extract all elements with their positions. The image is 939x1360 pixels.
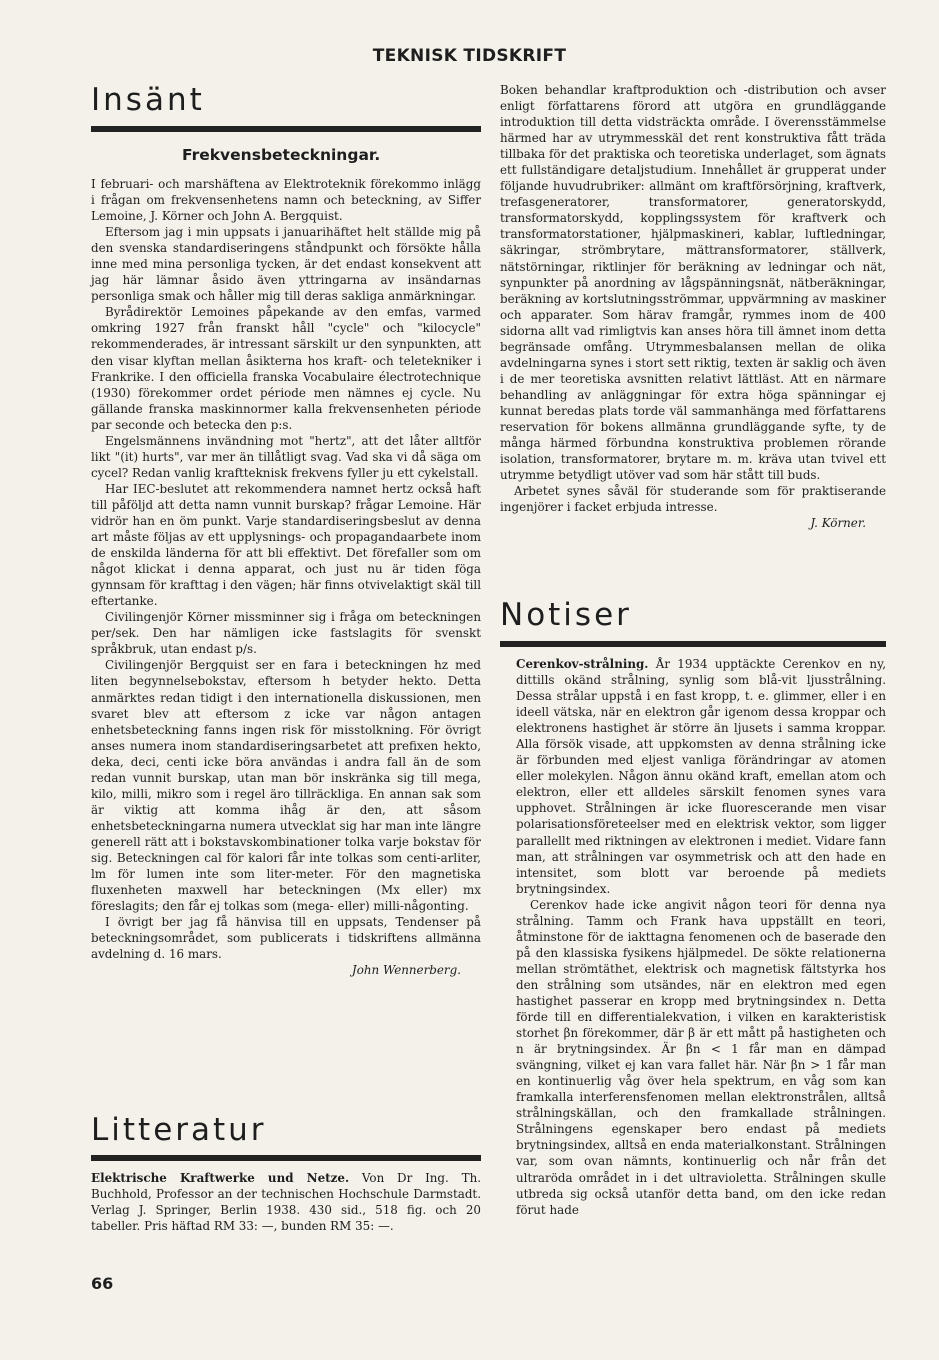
paragraph: Civilingenjör Bergquist ser en fara i beteckningen hz med liten begynnelsebokstav, eftersom h betyder hekto. Detta anmärktes redan tidigt i den internationella diskussionen, men svaret blev att eftersom z icke var någon antagen enhetsbeteckning fanns ingen risk för misstolkning. För övrigt anses numera inom standardiseringsarbetet att prefixen hekto, deka, deci, centi icke böra användas i andra fall än de som redan vunnit burskap, utan man bör inskränka sig till mega, kilo, milli, mikro som i regel äro tillräckliga. En annan sak som är viktig att komma ihåg är den, att såsom enhetsbeteckningarna numera utvecklat sig har man inte längre generell rätt att i bokstavskombinationer tolka varje bokstav för sig. Beteckningen cal för kalori får inte tolkas som centi-arliter, lm för lumen inte som liter-meter. För den magnetiska fluxenheten maxwell har beteckningen (Mx eller) mx föreslagits; den får ej tolkas som (mega- eller) milli-någonting. [91,658,481,914]
book-title: Elektrische Kraftwerke und Netze. [91,1171,350,1185]
section-rule [500,641,886,647]
paragraph: Eftersom jag i min uppsats i januarihäftet helt ställde mig på den svenska standardiseringens ståndpunkt och försökte hålla inne med mina personliga tycken, är det endast konsekvent att jag här lämnar åsido även yttringarna av insändarnas personliga smak och håller mig till deras sakliga anmärkningar. [91,225,481,304]
paragraph: Cerenkov hade icke angivit någon teori för denna nya strålning. Tamm och Frank hava uppställt en teori, åtminstone för de iakttagna fenomenen och de baserade den på den klassiska fysikens hjälpmedel. De sökte relationerna mellan strömtäthet, elektrisk och magnetisk fältstyrka hos den strålning som utsändes, när en elektron med egen hastighet passerar en kropp med brytningsindex n. Detta förde till en differentialekvation, i vilken en karakteristisk storhet βn förekommer, där β är ett mått på hastigheten och n är brytningsindex. Är βn < 1 får man en dämpad svängning, vilket ej kan vara fallet här. När βn > 1 får man en kontinuerlig våg över hela spektrum, en våg som kan framkalla interferensfenomen mellan elektronstrålen, alltså strålningskällan, och den framkallade strålningen. Strålningens egenskaper bero endast på mediets brytningsindex, alltså en enda materialkonstant. Strålningen var, som ovan nämnts, kontinuerlig och når från det ultraröda området in i det ultravioletta. Strålningen skulle utbreda sig också utanför detta band, om den icke redan förut hade [516,897,886,1217]
paragraph: I övrigt ber jag få hänvisa till en uppsats, Tendenser på beteckningsområdet, som publicerats i tidskriftens allmänna avdelning d. 16 mars. [91,915,481,962]
section-title-litteratur: Litteratur [91,1112,267,1148]
paragraph: Engelsmännens invändning mot "hertz", att det låter alltför likt "(it) hurts", var mer än tillåtligt svag. Vad ska vi då säga om cycel? Redan vanlig kraftteknisk frekvens fyller ju ett cykelstall. [91,433,481,480]
paragraph: I februari- och marshäftena av Elektroteknik förekommo inlägg i frågan om frekvensenhetens namn och beteckning, av Siffer Lemoine, J. Körner och John A. Bergquist. [91,177,481,224]
section-title-insant: Insänt [91,82,205,118]
paragraph: Boken behandlar kraftproduktion och -distribution och avser enligt författarens förord att utgöra en grundläggande introduktion till detta vidsträckta område. I överensstämmelse härmed har av utrymmesskäl det rent konstruktiva fått träda tillbaka för det praktiska och teoretiska underlaget, som ägnats ett fullständigare detaljstudium. Innehållet är grupperat under följande huvudrubriker: allmänt om kraftförsörjning, kraftverk, trefasgeneratorer, transformatorer, generatorskydd, transformatorskydd, kopplingssystem för kraftverk och transformatorstationer, hjälpmaskineri, kablar, luftledningar, säkringar, strömbrytare, mättransformatorer, ställverk, nätstörningar, riktlinjer för beräkning av ledningar och nät, synpunkter på anordning av lågspänningsnät, nätberäkningar, beräkning av kortslutningsströmmar, uppvärmning av maskiner och apparater. Som härav framgår, rymmes inom de 400 sidorna allt vad rimligtvis kan anses höra till ämnet inom detta begränsade omfång. Utrymmesbalansen mellan de olika avdelningarna synes i stort sett riktig, texten är saklig och även i de mer teoretiska avsnitten relativt lättläst. Att en närmare behandling av anläggningar för extra höga spänningar ej kunnat beredas plats torde väl sammanhänga med författarens reservation för bokens allmänna grundläggande syfte, ty de många härmed förbundna konstruktiva problemen rörande isolation, transformatorer, brytare m. m. kräva utan tvivel ett utrymme betydligt utöver vad som här stått till buds. [500,83,886,483]
paragraph: Arbetet synes såväl för studerande som för praktiserande ingenjörer i facket erbjuda intresse. [500,484,886,515]
litteratur-review [500,82,886,531]
insant-body [91,176,481,978]
signature: John Wennerberg. [351,963,461,978]
paragraph: Byrådirektör Lemoines påpekande av den emfas, varmed omkring 1927 från franskt håll "cycle" och "kilocycle" rekommenderades, är intressant särskilt ur den synpunkten, att den visar klyftan mellan åsikterna hos kraft- och teletekniker i Frankrike. I den officiella franska Vocabulaire électrotechnique (1930) förekommer ordet période men nämnes ej cycle. Nu gällande franska maskinnormer kalla frekvensenheten période par seconde och betecka den p:s. [91,305,481,432]
running-head: TEKNISK TIDSKRIFT [372,46,567,66]
paragraph: Har IEC-beslutet att rekommendera namnet hertz också haft till påföljd att detta namn vunnit burskap? frågar Lemoine. Här vidrör han en öm punkt. Varje standardiseringsbeslut av denna art måste följas av ett upplysnings- och propagandaarbete inom de enskilda länderna för att bli effektivt. Det förefaller som om något klickat i denna apparat, och just nu är tiden föga gynnsam för krafttag i den vägen; här finns otvivelaktigt skäl till eftertanke. [91,481,481,609]
paragraph: Civilingenjör Körner missminner sig i fråga om beteckningen per/sek. Den har nämligen icke fastslagits för svenskt språkbruk, utan endast p/s. [91,610,481,657]
section-rule [91,126,481,132]
article-title: Frekvensbeteckningar. [182,146,381,164]
notice-title: Cerenkov-strålning. [516,657,649,671]
page-number: 66 [91,1274,114,1293]
book-details: Von Dr Ing. Th. Buchhold, Professor an der technischen Hochschule Darmstadt. Verlag J. Springer, Berlin 1938. 430 sid., 518 fig. och 20 tabeller. Pris häftad RM 33: —, bunden RM 35: —. [91,1171,482,1234]
section-rule [91,1155,481,1161]
section-title-notiser: Notiser [500,597,632,633]
signature: J. Körner. [810,516,866,531]
paragraph: År 1934 upptäckte Cerenkov en ny, dittills okänd strålning, synlig som blå-vit ljusstrålning. Dessa strålar uppstå i en fast kropp, t. e. glimmer, eller i en ideell vätska, när en elektron går igenom dessa kroppar och elektronens hastighet är större än ljusets i samma kroppar. Alla försök visade, att uppkomsten av denna strålning icke är förbunden med eljest vanliga förändringar av atomen eller molekylen. Någon ännu okänd kraft, emellan atom och elektron, eller ett alldeles särskilt fenomen synes vara upphovet. Strålningen är icke fluorescerande men visar polarisationsföreteelser med en elektrisk vektor, som ligger parallellt med riktningen av elektronen i mediet. Vidare fann man, att strålningen var osymmetrisk och att den hade en intensitet, som blott var beroende på mediets brytningsindex. [516,657,886,896]
book-listing [91,1170,481,1234]
notiser-body [516,656,886,1218]
